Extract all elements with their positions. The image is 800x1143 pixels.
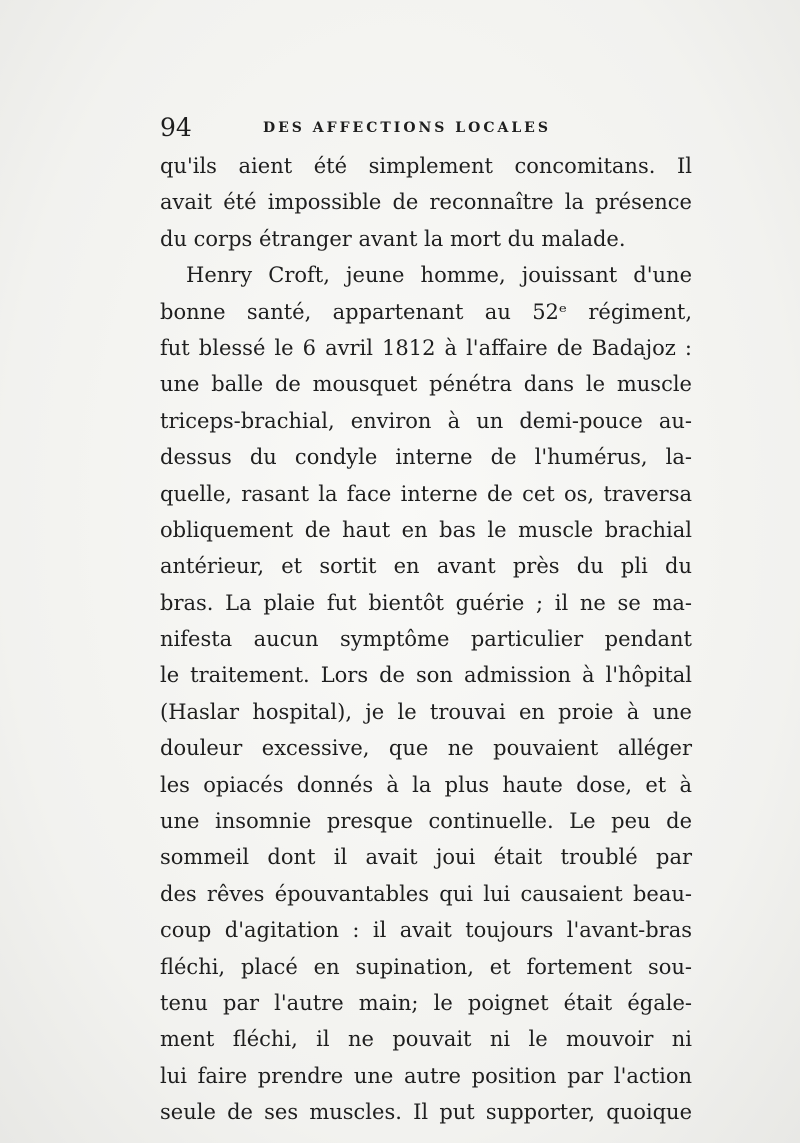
text-line: les opiacés donnés à la plus haute dose, et à xyxy=(160,772,692,797)
page-number: 94 xyxy=(160,113,192,142)
body-text xyxy=(160,148,692,1131)
text-line: (Haslar hospital), je le trouvai en proie à une xyxy=(160,699,692,724)
text-line: triceps-brachial, environ à un demi-pouce au- xyxy=(160,408,692,433)
text-line: obliquement de haut en bas le muscle brachial xyxy=(160,517,692,542)
text-line: Henry Croft, jeune homme, jouissant d'une xyxy=(186,263,692,288)
text-line: bonne santé, appartenant au 52ᵉ régiment, xyxy=(160,299,692,324)
text-line: fut blessé le 6 avril 1812 à l'affaire de Badajoz : xyxy=(160,335,692,360)
text-line: sommeil dont il avait joui était troublé par xyxy=(160,845,692,870)
text-line: coup d'agitation : il avait toujours l'avant-bras xyxy=(160,918,692,943)
text-line: ment fléchi, il ne pouvait ni le mouvoir ni xyxy=(160,1027,692,1052)
running-head xyxy=(160,108,690,148)
text-line: douleur excessive, que ne pouvaient alléger xyxy=(160,736,692,761)
text-line: une balle de mousquet pénétra dans le muscle xyxy=(160,372,692,397)
running-title: DES AFFECTIONS LOCALES xyxy=(263,120,551,136)
text-line: dessus du condyle interne de l'humérus, la- xyxy=(160,445,692,470)
text-line: nifesta aucun symptôme particulier pendant xyxy=(160,627,692,652)
text-line: antérieur, et sortit en avant près du pli du xyxy=(160,554,692,579)
text-line: qu'ils aient été simplement concomitans. Il xyxy=(160,154,692,178)
text-line: seule de ses muscles. Il put supporter, quoique xyxy=(160,1100,692,1125)
text-line: quelle, rasant la face interne de cet os, traversa xyxy=(160,481,692,506)
text-line: des rêves épouvantables qui lui causaient beau- xyxy=(160,881,692,906)
text-line: fléchi, placé en supination, et fortement sou- xyxy=(160,954,692,979)
text-line: du corps étranger avant la mort du malade. xyxy=(160,226,626,251)
text-line: tenu par l'autre main; le poignet était égale- xyxy=(160,990,692,1015)
text-line: avait été impossible de reconnaître la présence xyxy=(160,190,692,215)
text-line: lui faire prendre une autre position par l'action xyxy=(160,1063,692,1088)
text-line: une insomnie presque continuelle. Le peu de xyxy=(160,809,692,834)
text-line: bras. La plaie fut bientôt guérie ; il ne se ma- xyxy=(160,590,692,615)
text-line: le traitement. Lors de son admission à l'hôpital xyxy=(160,663,692,688)
